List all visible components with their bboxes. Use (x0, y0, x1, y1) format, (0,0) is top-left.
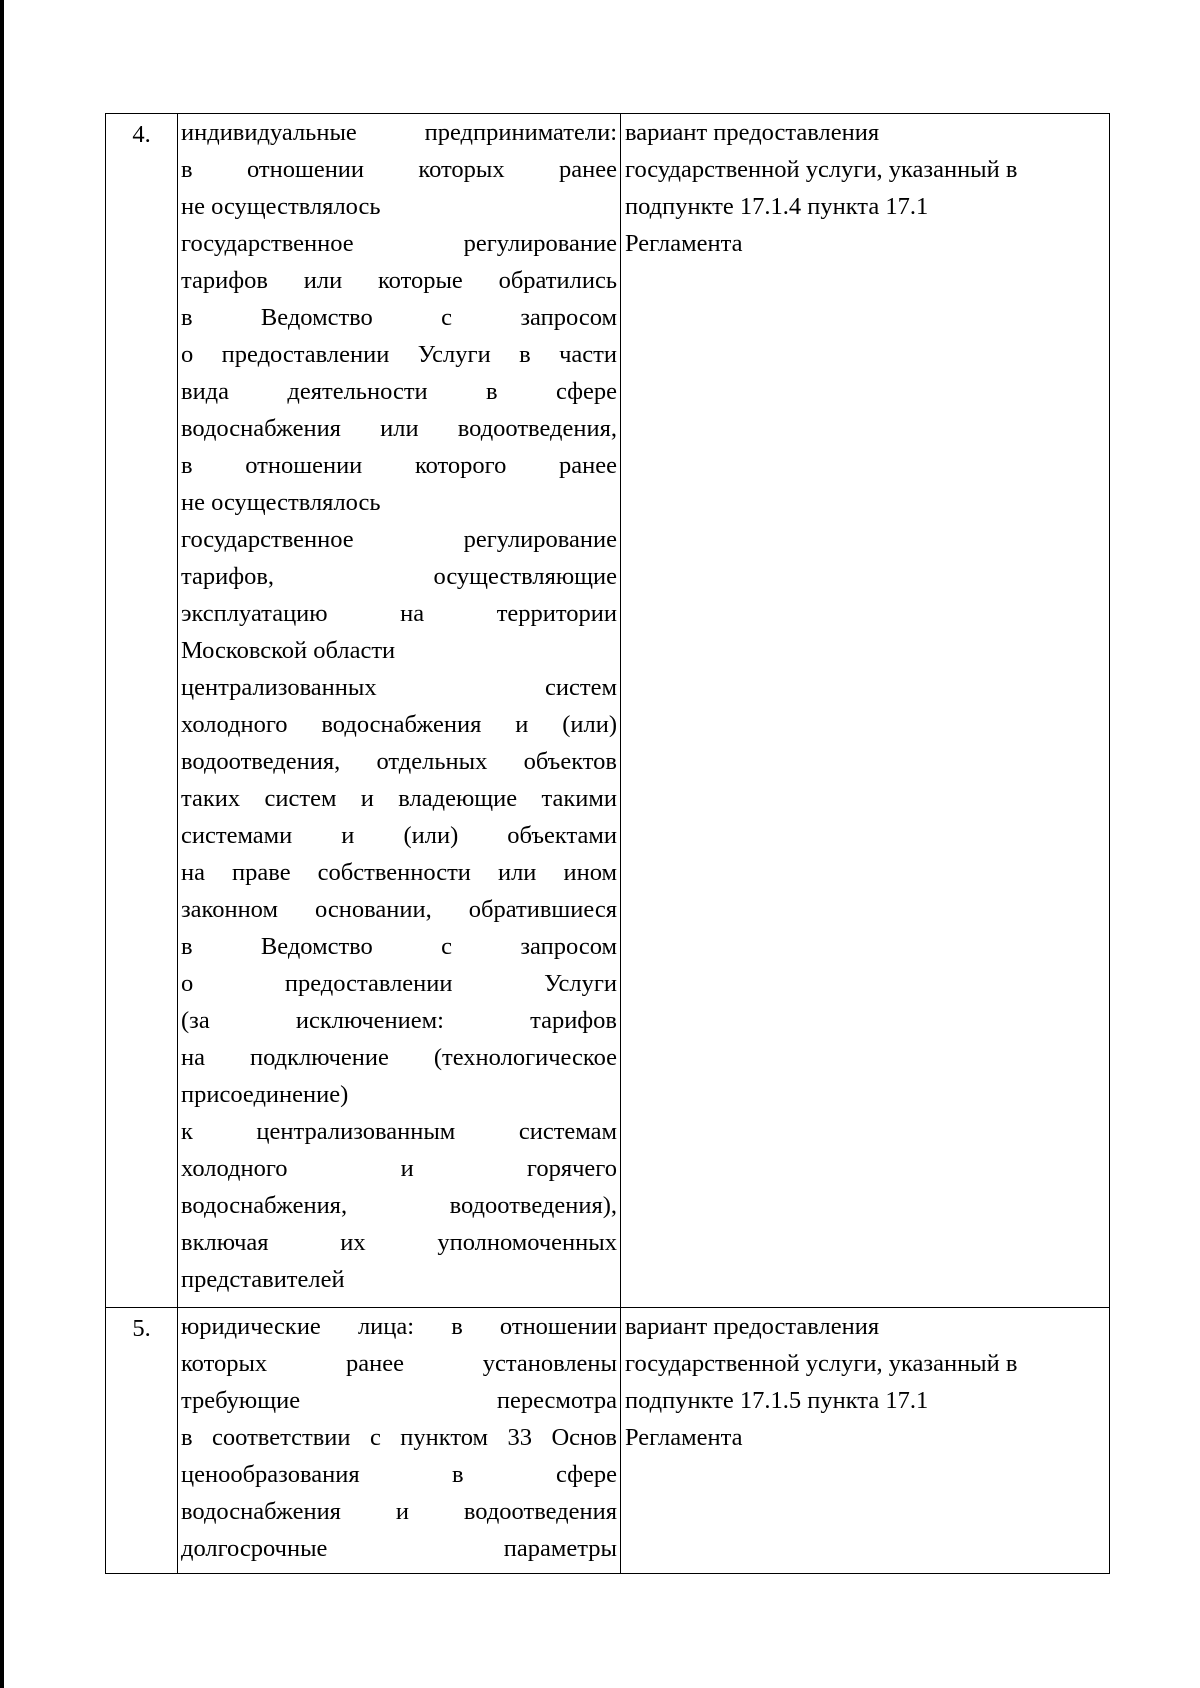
category-text-line: таких систем и владеющие такими (181, 785, 617, 812)
applicant-category-cell (178, 114, 621, 1308)
category-text-line: в Ведомство с запросом (181, 304, 617, 331)
category-text-line: эксплуатацию на территории (181, 600, 617, 627)
category-text-line: законном основании, обратившиеся (181, 896, 617, 923)
service-variant-cell (621, 114, 1110, 1308)
category-text-line: вида деятельности в сфере (181, 378, 617, 405)
category-text-line: о предоставлении Услуги в части (181, 341, 617, 368)
category-text-line: не осуществлялось (181, 489, 381, 516)
category-text-line: которых ранее установлены (181, 1350, 617, 1377)
category-text-line: долгосрочные параметры (181, 1535, 617, 1562)
category-text-line: водоснабжения или водоотведения, (181, 415, 617, 442)
regulation-table (105, 113, 1110, 1574)
category-text-line: водоснабжения и водоотведения (181, 1498, 617, 1525)
category-text-line: на праве собственности или ином (181, 859, 617, 886)
category-text-line: к централизованным системам (181, 1118, 617, 1145)
category-text-line: индивидуальные предприниматели: (181, 119, 617, 146)
category-text-line: юридические лица: в отношении (181, 1313, 617, 1340)
category-text-line: требующие пересмотра (181, 1387, 617, 1414)
variant-text-line: вариант предоставления (625, 1313, 880, 1340)
variant-text-line: вариант предоставления (625, 119, 880, 146)
row-number: 4. (106, 114, 178, 1308)
variant-text-line: подпункте 17.1.4 пункта 17.1 (625, 193, 929, 220)
category-text-line: в отношении которого ранее (181, 452, 617, 479)
category-text-line: холодного и горячего (181, 1155, 617, 1182)
scan-edge (0, 0, 4, 1688)
applicant-category-cell (178, 1308, 621, 1574)
variant-text-line: подпункте 17.1.5 пункта 17.1 (625, 1387, 929, 1414)
row-number: 5. (106, 1308, 178, 1574)
table-row (106, 114, 1110, 1308)
table-row (106, 1308, 1110, 1574)
category-text-line: о предоставлении Услуги (181, 970, 617, 997)
variant-text-line: государственной услуги, указанный в (625, 156, 1018, 183)
category-text-line: в соответствии с пунктом 33 Основ (181, 1424, 617, 1451)
category-text-line: (за исключением: тарифов (181, 1007, 617, 1034)
category-text-line: централизованных систем (181, 674, 617, 701)
variant-text-line: государственной услуги, указанный в (625, 1350, 1018, 1377)
category-text-line: тарифов или которые обратились (181, 267, 617, 294)
category-text-line: системами и (или) объектами (181, 822, 617, 849)
category-text-line: не осуществлялось (181, 193, 381, 220)
category-text-line: холодного водоснабжения и (или) (181, 711, 617, 738)
category-text-line: ценообразования в сфере (181, 1461, 617, 1488)
variant-text-line: Регламента (625, 1424, 743, 1451)
service-variant-cell (621, 1308, 1110, 1574)
category-text-line: в отношении которых ранее (181, 156, 617, 183)
category-text-line: представителей (181, 1266, 345, 1293)
category-text-line: государственное регулирование (181, 230, 617, 257)
category-text-line: на подключение (технологическое (181, 1044, 617, 1071)
category-text-line: включая их уполномоченных (181, 1229, 617, 1256)
variant-text-line: Регламента (625, 230, 743, 257)
category-text-line: Московской области (181, 637, 396, 664)
category-text-line: в Ведомство с запросом (181, 933, 617, 960)
category-text-line: водоотведения, отдельных объектов (181, 748, 617, 775)
category-text-line: государственное регулирование (181, 526, 617, 553)
category-text-line: присоединение) (181, 1081, 349, 1108)
category-text-line: водоснабжения, водоотведения), (181, 1192, 617, 1219)
category-text-line: тарифов, осуществляющие (181, 563, 617, 590)
